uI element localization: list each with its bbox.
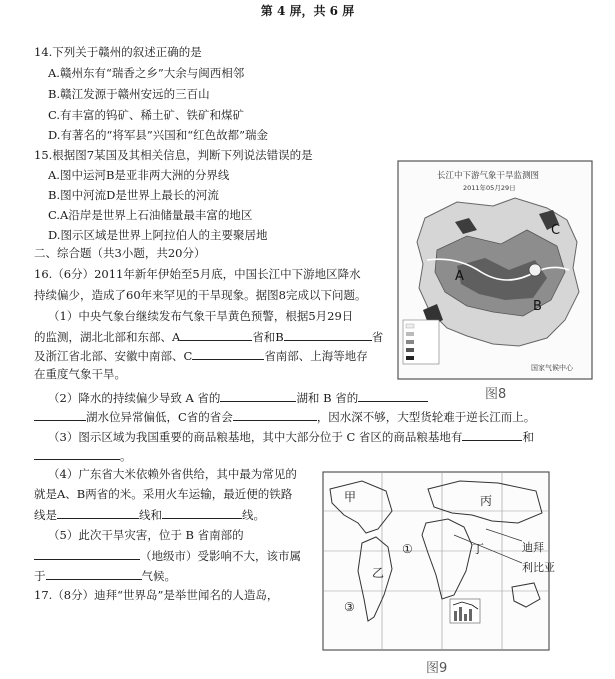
q15-stem: 15.根据图7某国及其相关信息，判断下列说法错误的是: [34, 148, 313, 162]
text: 和: [522, 430, 534, 444]
text: （地级市）受影响不大，该市属: [140, 549, 301, 563]
q16-p1-line-1: （1）中央气象台继续发布气象干旱黄色预警，根据5月29日: [48, 309, 354, 323]
fig8-label-c: C: [551, 223, 561, 238]
fig9-label-yi: 乙: [372, 566, 385, 580]
q16-p3-line-2: [34, 447, 132, 464]
q14-option-c: C.有丰富的钨矿、稀土矿、铁矿和煤矿: [48, 108, 245, 122]
world-map-svg: [322, 471, 555, 651]
q16-p2-line-1: [48, 389, 428, 406]
q16-p1-line-4: 在重度气象干旱。: [34, 367, 126, 381]
q14-option-d: D.有著名的“将军县”兴国和“红色故都”瑞金: [48, 128, 268, 142]
blank-a-province[interactable]: [180, 328, 252, 341]
fig9-label-dubai: 迪拜: [522, 541, 544, 554]
fig8-label-a: A: [455, 269, 464, 284]
fig8-label-b: B: [533, 299, 542, 314]
q16-p2-line-2: [34, 408, 535, 425]
q16-p5-line-3: [34, 567, 176, 584]
q15-option-a: A.图中运河B是亚非两大洲的分界线: [48, 168, 230, 182]
fig8-date: 2011年05月29日: [463, 184, 516, 192]
fig9-label-ding: 丁: [472, 542, 485, 556]
q16-p4-line-1: （4）广东省大米依赖外省供给，其中最为常见的: [48, 467, 297, 481]
blank-city[interactable]: [34, 547, 140, 560]
fig9-label-jia: 甲: [344, 490, 357, 504]
blank-a-lake[interactable]: [220, 389, 296, 402]
fig9-label-liberia: 利比亚: [522, 561, 555, 574]
q15-option-d: D.图示区域是世界上阿拉伯人的主要聚居地: [48, 228, 268, 242]
page-header: 第 4 屏，共 6 屏: [260, 4, 355, 18]
blank-c-capital[interactable]: [233, 408, 317, 421]
q16-p5-line-2: [34, 547, 301, 564]
q16-line-1: 16.（6分）2011年新年伊始至5月底，中国长江中下游地区降水: [34, 267, 361, 281]
q17-line-1: 17.（8分）迪拜“世界岛”是举世闻名的人造岛，: [34, 588, 279, 602]
blank-railway-2[interactable]: [162, 506, 242, 519]
blank-b-lake-start[interactable]: [358, 389, 428, 402]
blank-b-province[interactable]: [284, 328, 372, 341]
q16-p1-line-3: [34, 347, 368, 364]
q16-p4-line-2: 就是A、B两省的米。采用火车运输，最近便的铁路: [34, 487, 293, 501]
text: 。: [120, 449, 132, 463]
figure-9-caption: 图9: [426, 661, 448, 676]
text: 省: [371, 330, 384, 344]
text: 于: [34, 569, 46, 583]
text: 省南部、上海等地存: [264, 349, 368, 363]
q16-p3-line-1: [48, 428, 534, 445]
text: 的监测，湖北北部和东部、A: [34, 330, 181, 344]
blank-grain-base-2[interactable]: [34, 447, 120, 460]
drought-map-svg: [397, 160, 593, 380]
text: （3）图示区域为我国重要的商品粮基地，其中大部分位于 C 省区的商品粮基地有: [48, 430, 463, 444]
q16-p5-line-1: （5）此次干旱灾害，位于 B 省南部的: [48, 528, 244, 542]
text: 线是: [34, 508, 57, 522]
text: （2）降水的持续偏少导致 A 省的: [48, 391, 221, 405]
text: ，因水深不够，大型货轮难于逆长江而上。: [316, 410, 536, 424]
q14-option-b: B.赣江发源于赣州安远的三百山: [48, 87, 210, 101]
blank-grain-base-1[interactable]: [462, 428, 522, 441]
fig8-title: 长江中下游气象干旱监测图: [437, 171, 540, 181]
q14-stem: 14.下列关于赣州的叙述正确的是: [34, 45, 202, 59]
fig9-label-bing: 丙: [480, 494, 493, 508]
text: 线。: [242, 508, 265, 522]
blank-c-province[interactable]: [192, 347, 264, 360]
text: 及浙江省北部、安徽中南部、C: [34, 349, 193, 363]
text: 省和B: [252, 330, 284, 344]
blank-climate[interactable]: [46, 567, 142, 580]
q16-line-2: 持续偏少，造成了60年来罕见的干旱现象。据图8完成以下问题。: [34, 288, 367, 302]
text: 气候。: [141, 569, 176, 583]
fig8-source: 国家气候中心: [531, 364, 573, 372]
q16-p4-line-3: [34, 506, 265, 523]
q15-option-b: B.图中河流D是世界上最长的河流: [48, 188, 219, 202]
text: 线和: [139, 508, 162, 522]
figure-8-caption: 图8: [485, 387, 507, 402]
figure-9-map: [322, 471, 555, 651]
q15-option-c: C.A沿岸是世界上石油储量最丰富的地区: [48, 208, 253, 222]
fig9-label-circle-3: ③: [344, 600, 355, 614]
text: 湖和 B 省的: [296, 391, 359, 405]
q14-option-a: A.赣州东有“瑞香之乡”大余与闽西相邻: [48, 66, 245, 80]
section-title: 二、综合题（共3小题，共20分）: [34, 246, 206, 260]
blank-railway-1[interactable]: [57, 506, 139, 519]
text: 湖水位异常偏低，C省的省会: [86, 410, 233, 424]
blank-b-lake[interactable]: [34, 408, 86, 421]
figure-8-map: [397, 160, 593, 380]
fig9-label-circle-1: ①: [402, 542, 413, 556]
q16-p1-line-2: [34, 328, 383, 345]
